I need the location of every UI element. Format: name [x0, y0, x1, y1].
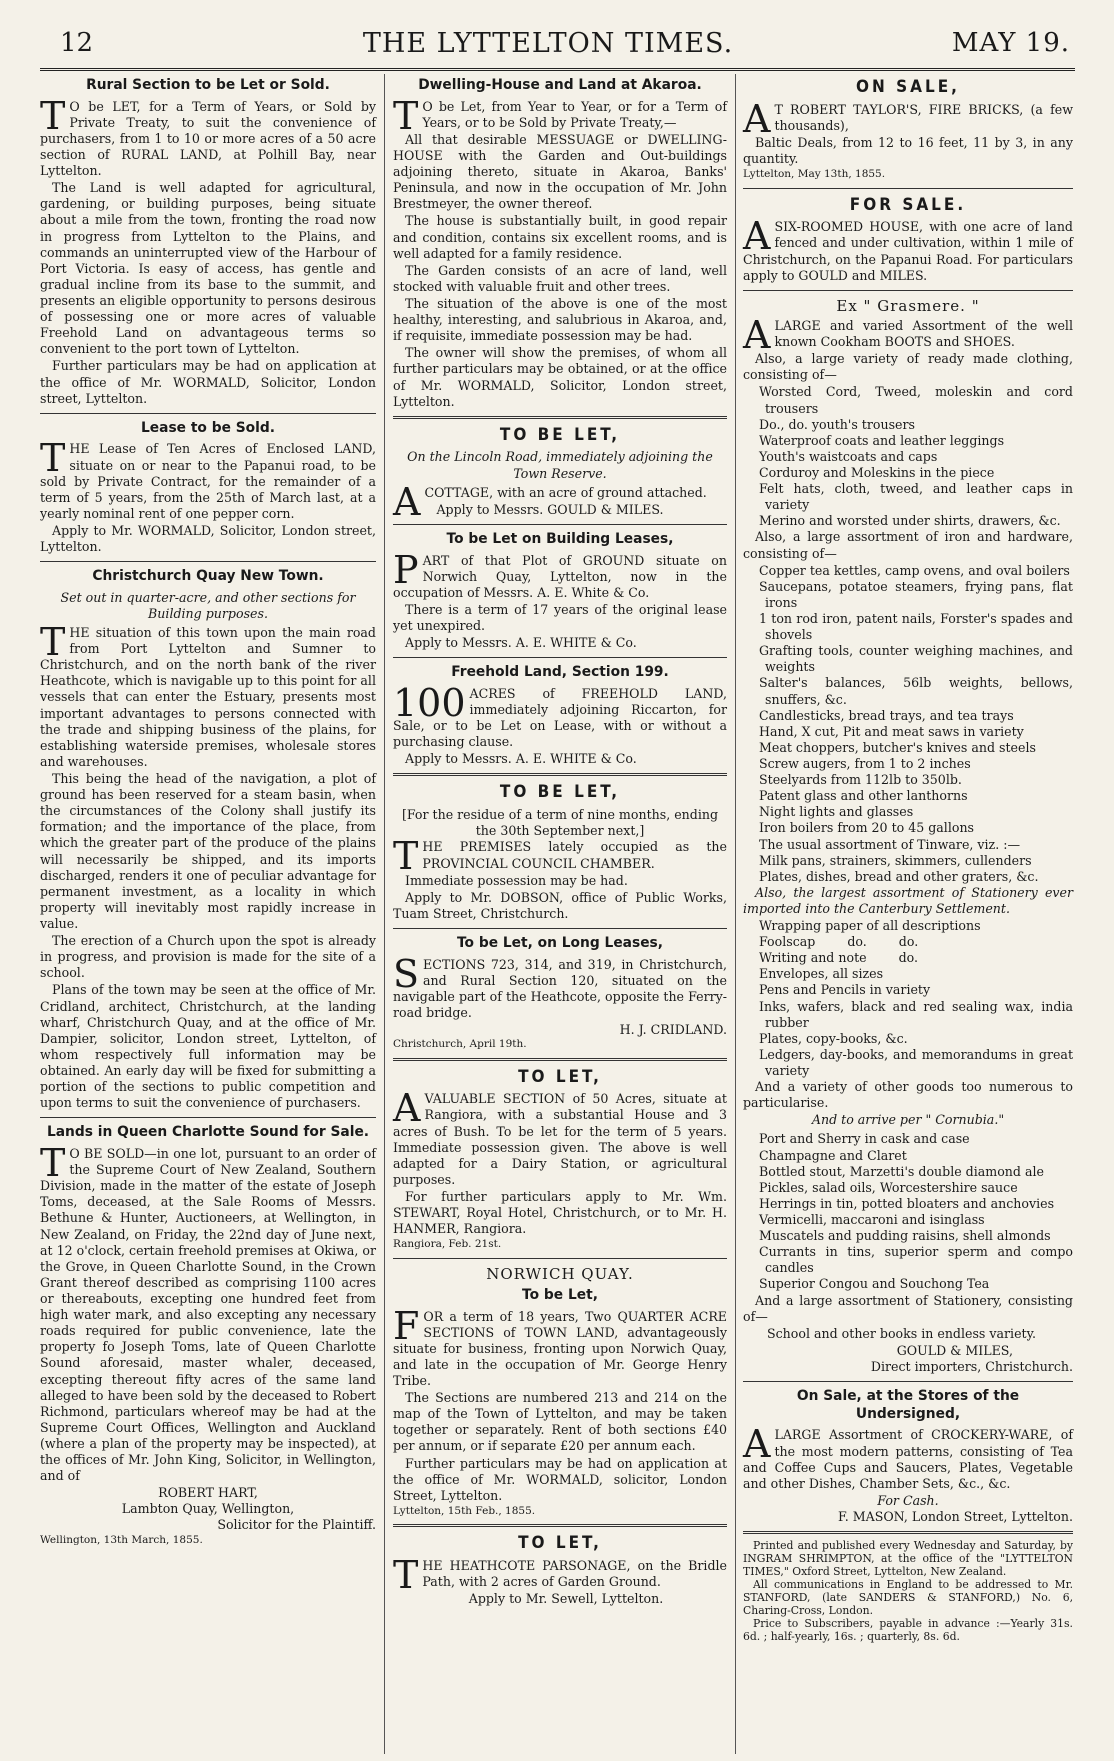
advert-text: Immediate possession may be had.: [405, 872, 628, 888]
list-item: Iron boilers from 20 to 45 gallons: [759, 820, 975, 836]
advert-text: O be Let, from Year to Year, or for a Term of Years, or to be Sold by Private Treaty,—: [422, 98, 727, 130]
divider: [743, 290, 1073, 291]
advert-text: Also, the largest assortment of Stationery ever imported into the Canterbury Settlement.: [743, 884, 1073, 916]
signature: Direct importers, Christchurch.: [870, 1359, 1073, 1374]
list-item: Plates, copy-books, &c.: [759, 1030, 908, 1046]
list-item: Muscatels and pudding raisins, shell almonds: [759, 1228, 1051, 1244]
advert-fire-bricks: [743, 77, 1073, 182]
imprint-text: Price to Subscribers, payable in advance :—Yearly 31s. 6d. ; half-yearly, 16s. ; quarterly, 8s. 6d.: [743, 1616, 1073, 1643]
list-item: Wrapping paper of all descriptions: [759, 918, 981, 934]
list-item: Ledgers, day-books, and memorandums in great variety: [759, 1046, 1073, 1079]
list-item: The usual assortment of Tinware, viz. :—: [759, 836, 1021, 852]
divider: [743, 188, 1073, 189]
advert-text: VALUABLE SECTION of 50 Acres, situate at Rangiora, with a substantial House and 3 acres of Bush. To be let for the term of 5 years. Immediate possession given. The above is well adapted for a Dairy Station, or agricultural purposes.: [393, 1091, 727, 1187]
drop-cap: S: [393, 951, 420, 996]
advert-building-leases: [393, 531, 727, 651]
drop-cap: A: [743, 1422, 771, 1467]
advert-long-leases: [393, 935, 727, 1052]
list-item: Superior Congou and Souchong Tea: [759, 1276, 990, 1292]
masthead-rule: [40, 68, 1075, 71]
divider: [393, 773, 727, 776]
advert-text: Plans of the town may be seen at the office of Mr. Cridland, architect, Christchurch, at the landing wharf, Christchurch Quay, and at the office of Mr. Dampier, solicitor, London street, Lyttelton, of whom respectively full information may be obtained. An early day will be fixed for submitting a portion of the sections to public competition and upon terms to suit the convenience of purchasers.: [40, 982, 376, 1111]
advert-text: And a large assortment of Stationery, consisting of—: [743, 1292, 1073, 1324]
advert-text: Baltic Deals, from 12 to 16 feet, 11 by 3, in any quantity.: [743, 134, 1073, 167]
advert-cottage: [393, 424, 727, 524]
drop-cap: T: [40, 436, 66, 481]
advert-text: The Garden consists of an acre of land, well stocked with valuable fruit and other trees.: [393, 262, 727, 294]
signature: F. MASON, London Street, Lyttelton.: [837, 1508, 1073, 1524]
divider: [40, 561, 376, 562]
divider: [393, 1058, 727, 1061]
signature: H. J. CRIDLAND.: [619, 1022, 727, 1038]
advert-heading: Dwelling-House and Land at Akaroa.: [418, 77, 702, 93]
advert-rural-section: [40, 77, 376, 407]
page-number: 12: [60, 28, 94, 58]
advert-text: SIX-ROOMED HOUSE, with one acre of land fenced and under cultivation, within 1 mile of Christchurch, on the Papanui Road. For particulars apply to GOULD and MILES.: [743, 219, 1073, 283]
list-item: Waterproof coats and leather leggings: [759, 432, 1005, 448]
column-1: [40, 74, 376, 1552]
divider: [40, 1117, 376, 1118]
list-item: Grafting tools, counter weighing machines, and weights: [759, 643, 1073, 675]
advert-grasmere: [743, 297, 1073, 1375]
advert-text: The owner will show the premises, of whom all further particulars may be obtained, or at the office of Mr. WORMALD, Solicitor, London street, Lyttelton.: [393, 345, 727, 409]
advert-note: For Cash.: [877, 1492, 939, 1508]
advert-text: The situation of the above is one of the most healthy, interesting, and salubrious in Akaroa, and, if requisite, immediate possession may be had.: [393, 295, 727, 344]
advert-council-chamber: [393, 782, 727, 922]
drop-cap: A: [743, 96, 771, 141]
signature: GOULD & MILES,: [896, 1342, 1013, 1358]
divider: [393, 524, 727, 525]
advert-text: LARGE and varied Assortment of the well known Cookham BOOTS and SHOES.: [774, 318, 1073, 350]
list-item: Copper tea kettles, camp ovens, and oval boilers: [759, 562, 1070, 578]
advert-date: Lyttelton, 15th Feb., 1855.: [393, 1504, 536, 1517]
list-item: Salter's balances, 56lb weights, bellows, snuffers, &c.: [759, 675, 1073, 707]
advert-text: Apply to Messrs. A. E. WHITE & Co.: [405, 635, 637, 651]
advert-heading: ON SALE,: [856, 77, 960, 97]
list-item: Candlesticks, bread trays, and tea trays: [759, 707, 1014, 723]
list-item: Currants in tins, superior sperm and compo candles: [759, 1244, 1073, 1276]
list-item: Milk pans, strainers, skimmers, cullenders: [759, 852, 1032, 868]
advert-text: Also, a large variety of ready made clothing, consisting of—: [743, 351, 1073, 383]
advert-heading: Christchurch Quay New Town.: [92, 568, 324, 585]
column-3: [743, 74, 1073, 1644]
advert-heading: To be Let, on Long Leases,: [456, 934, 664, 951]
advert-heading: On Sale, at the Stores of the Undersigned,: [796, 1388, 1020, 1422]
divider: [393, 1258, 727, 1259]
list-item: Bottled stout, Marzetti's double diamond ale: [759, 1163, 1044, 1179]
advert-norwich-quay: [393, 1265, 727, 1519]
list-item: Pens and Pencils in variety: [759, 982, 931, 998]
list-item: Inks, wafers, black and red sealing wax, india rubber: [759, 998, 1073, 1030]
advert-date: Wellington, 13th March, 1855.: [40, 1533, 203, 1546]
list-item: 1 ton rod iron, patent nails, Forster's spades and shovels: [759, 610, 1073, 643]
signature: Lambton Quay, Wellington,: [121, 1501, 295, 1517]
advert-text: ART of that Plot of GROUND situate on Norwich Quay, Lyttelton, now in the occupation of Messrs. A. E. White & Co.: [393, 552, 727, 600]
advert-lease: [40, 420, 376, 555]
advert-text: O BE SOLD—in one lot, pursuant to an order of the Supreme Court of New Zealand, Southern Division, made in the matter of the estate of Joseph Toms, deceased, at the Sale Rooms of Messrs. Bethune & Hunter, Auctioneers, at Wellington, in New Zealand, on Friday, the 22nd day of June next, at 12 o'clock, certain freehold premises at Okiwa, or the Grove, in Queen Charlotte Sound, in the Crown Grant thereof described as comprising 1100 acres or thereabouts, excepting one hundred feet from high water mark, and also excepting any necessary roads required for public convenience, late the property fo Joseph Toms, late of Queen Charlotte Sound aforesaid, master whaler, deceased, excepting thereout fifty acres of the same land alleged to have been sold by the deceased to Robert Richmond, particulars whereof may be had at the Supreme Court Offices, Wellington and Auckland (where a plan of the property may be inspected), at the offices of Mr. John King, Solicitor, in Wellington, and of: [40, 1145, 376, 1484]
advert-heading: Rural Section to be Let or Sold.: [86, 77, 330, 93]
issue-date: MAY 19.: [951, 28, 1070, 58]
list-item: Worsted Cord, Tweed, moleskin and cord trousers: [759, 384, 1073, 416]
drop-cap: T: [40, 1140, 66, 1185]
drop-cap: T: [393, 93, 419, 138]
advert-text: The Land is well adapted for agricultural, gardening, or building purposes, being situate about a mile from the town, fronting the road now in progress from Lyttelton to the Plains, and commands an uninterrupted view of the Harbour of Port Victoria. Is easy of access, has gentle and gradual incline from its base to the summit, and presents an eligible opportunity to persons desirous of possessing one or more acres of valuable Freehold Land on advantageous terms so convenient to the port town of Lyttelton.: [40, 180, 376, 357]
advert-text: Apply to Mr. DOBSON, office of Public Works, Tuam Street, Christchurch.: [393, 889, 727, 921]
list-item: Port and Sherry in cask and case: [759, 1131, 970, 1147]
hardware-list: [743, 563, 1073, 885]
list-item: Plates, dishes, bread and other graters, &c.: [759, 868, 1039, 884]
advert-christchurch-quay: [40, 568, 376, 1111]
drop-cap: T: [393, 1553, 419, 1598]
drop-cap: A: [393, 1086, 421, 1131]
list-item: Youth's waistcoats and caps: [759, 448, 938, 464]
list-item: Foolscap do. do.: [759, 934, 919, 950]
advert-date: Christchurch, April 19th.: [393, 1038, 527, 1051]
advert-heading: Freehold Land, Section 199.: [451, 664, 669, 681]
advert-text: LARGE Assortment of CROCKERY-WARE, of the most modern patterns, consisting of Tea and Coffee Cups and Saucers, Plates, Vegetable and other Dishes, Chamber Sets, &c., &c.: [743, 1427, 1073, 1491]
drop-cap: A: [393, 479, 421, 524]
advert-text: OR a term of 18 years, Two QUARTER ACRE SECTIONS of TOWN LAND, advantageously situate for business, fronting upon Norwich Quay, and late in the occupation of Mr. George Henry Tribe.: [393, 1308, 727, 1389]
divider: [743, 1531, 1073, 1534]
signature: ROBERT HART,: [158, 1485, 258, 1501]
advert-heading: To be Let on Building Leases,: [446, 530, 674, 547]
advert-heading: TO LET,: [518, 1066, 602, 1087]
advert-text: This being the head of the navigation, a plot of ground has been reserved for a steam basin, when the circumstances of the Colony shall justify its formation; and the importance of the place, from which the greater part of the produce of the plains will necessarily be shipped, and its imports discharged, renders it one of peculiar advantage for permanent investment, as a locality in which property will inevitably most rapidly increase in value.: [40, 771, 376, 931]
advert-rangiora: [393, 1067, 727, 1252]
list-item: Vermicelli, maccaroni and isinglass: [759, 1212, 985, 1228]
advert-subheading: [For the residue of a term of nine months, ending the 30th September next,]: [401, 807, 719, 839]
advert-heading: Ex " Grasmere. ": [836, 296, 980, 315]
advert-text: And a variety of other goods too numerous to particularise.: [743, 1079, 1073, 1111]
advert-text: The Sections are numbered 213 and 214 on the map of the Town of Lyttelton, and may be taken together or separately. Rent of both sections £40 per annum, or if separate £20 per annum each.: [393, 1390, 727, 1454]
divider: [393, 657, 727, 658]
list-item: Steelyards from 112lb to 350lb.: [759, 772, 962, 788]
list-item: Night lights and glasses: [759, 804, 914, 820]
advert-akaroa: [393, 77, 727, 410]
column-divider: [735, 74, 736, 1754]
advert-heading: TO LET,: [518, 1533, 602, 1554]
stationery-list: [743, 918, 1073, 1079]
advert-text: Apply to Mr. WORMALD, Solicitor, London street, Lyttelton.: [40, 522, 376, 555]
advert-text: Apply to Messrs. A. E. WHITE & Co.: [405, 751, 637, 767]
clothing-list: [743, 384, 1073, 529]
list-item: Herrings in tin, potted bloaters and anchovies: [759, 1195, 1055, 1211]
advert-text: There is a term of 17 years of the original lease yet unexpired.: [393, 601, 727, 634]
provisions-list: [743, 1131, 1073, 1292]
list-item: Champagne and Claret: [759, 1147, 907, 1163]
advert-text: ECTIONS 723, 314, and 319, in Christchurch, and Rural Section 120, situated on the navigable part of the Heathcote, opposite the Ferry-road bridge.: [393, 956, 727, 1020]
advert-text: HE Lease of Ten Acres of Enclosed LAND, situate on or near to the Papanui road, to be sold by Private Contract, for the remainder of a term of 5 years, from the 25th of March last, at a yearly nominal rent of one pepper corn.: [40, 441, 376, 521]
advert-heading: NORWICH QUAY.: [486, 1264, 634, 1283]
drop-cap: T: [40, 93, 66, 138]
divider: [40, 413, 376, 414]
list-item: Meat choppers, butcher's knives and steels: [759, 739, 1036, 755]
newspaper-title: THE LYTTELTON TIMES.: [362, 28, 734, 59]
drop-cap: P: [393, 547, 419, 592]
advert-date: Lyttelton, May 13th, 1855.: [743, 168, 886, 181]
advert-subheading: Set out in quarter-acre, and other sections for Building purposes.: [60, 589, 356, 621]
advert-text: For further particulars apply to Mr. Wm. STEWART, Royal Hotel, Christchurch, or to Mr. H. HANMER, Rangiora.: [393, 1189, 727, 1237]
advert-text: ACRES of FREEHOLD LAND, immediately adjoining Riccarton, for Sale, or to be Let on Lease, with or without a purchasing clause.: [393, 685, 727, 750]
advert-text: O be LET, for a Term of Years, or Sold by Private Treaty, to suit the convenience of purchasers, from 1 to 10 or more acres of a 50 acre section of RURAL LAND, at Polhill Bay, near Lyttelton.: [40, 98, 376, 179]
list-item: Writing and note do.: [759, 950, 919, 966]
advert-heading: FOR SALE.: [849, 194, 967, 215]
list-item: Hand, X cut, Pit and meat saws in variety: [759, 723, 1024, 739]
list-item: Felt hats, cloth, tweed, and leather caps in variety: [759, 481, 1073, 513]
advert-text: Apply to Mr. Sewell, Lyttelton.: [468, 1591, 664, 1607]
divider: [743, 1381, 1073, 1382]
advert-text: HE situation of this town upon the main road from Port Lyttelton and Sumner to Christchurch, and on the north bank of the river Heathcote, which is navigable up to this point for all vessels that can enter the Estuary, presents most important advantages to persons connected with the trade and shipping business of the plains, for establishing waterside premises, wholesale stores and warehouses.: [40, 625, 376, 769]
advert-crockery: [743, 1388, 1073, 1525]
advert-subheading: And to arrive per " Cornubia.": [811, 1112, 1005, 1128]
drop-cap: 100: [393, 680, 466, 725]
advert-heading: Lands in Queen Charlotte Sound for Sale.: [46, 1124, 370, 1141]
advert-date: Rangiora, Feb. 21st.: [393, 1238, 502, 1251]
advert-text: Further particulars may be had on application at the office of Mr. WORMALD, Solicitor, London street, Lyttelton.: [40, 358, 376, 406]
advert-text: Further particulars may be had on application at the office of Mr. WORMALD, solicitor, London Street, Lyttelton.: [393, 1455, 727, 1503]
advert-text: School and other books in endless variety.: [767, 1325, 1037, 1341]
column-divider: [384, 74, 385, 1754]
advert-subheading: On the Lincoln Road, immediately adjoining the Town Reserve.: [407, 449, 713, 481]
advert-text: The house is substantially built, in good repair and condition, contains six excellent rooms, and is well adapted for a family residence.: [393, 213, 727, 261]
masthead: [18, 26, 1078, 66]
advert-parsonage: [393, 1533, 727, 1607]
column-2: [393, 74, 727, 1612]
advert-text: HE HEATHCOTE PARSONAGE, on the Bridle Path, with 2 acres of Garden Ground.: [422, 1558, 727, 1590]
advert-subheading: To be Let,: [522, 1286, 598, 1303]
signature: Solicitor for the Plaintiff.: [217, 1517, 376, 1533]
divider: [393, 416, 727, 419]
list-item: Do., do. youth's trousers: [759, 416, 915, 432]
advert-text: Also, a large assortment of iron and hardware, consisting of—: [743, 529, 1073, 561]
list-item: Pickles, salad oils, Worcestershire sauce: [759, 1179, 1018, 1195]
divider: [393, 928, 727, 929]
advert-text: HE PREMISES lately occupied as the PROVINCIAL COUNCIL CHAMBER.: [422, 839, 727, 871]
advert-text: COTTAGE, with an acre of ground attached.: [424, 484, 707, 500]
advert-text: The erection of a Church upon the spot is already in progress, and provision is made for the site of a school.: [40, 933, 376, 981]
advert-heading: TO BE LET,: [499, 424, 621, 445]
list-item: Patent glass and other lanthorns: [759, 788, 968, 804]
list-item: Saucepans, potatoe steamers, frying pans, flat irons: [759, 578, 1073, 610]
advert-text: Apply to Messrs. GOULD & MILES.: [436, 501, 664, 517]
list-item: Envelopes, all sizes: [759, 966, 884, 982]
imprint: [743, 1540, 1073, 1644]
drop-cap: A: [743, 313, 771, 357]
list-item: Merino and worsted under shirts, drawers, &c.: [759, 513, 1061, 529]
divider: [393, 1524, 727, 1527]
advert-text: T ROBERT TAYLOR'S, FIRE BRICKS, (a few thousands),: [774, 101, 1073, 133]
advert-queen-charlotte: [40, 1124, 376, 1547]
advert-six-roomed-house: [743, 195, 1073, 284]
drop-cap: F: [393, 1303, 420, 1348]
list-item: Screw augers, from 1 to 2 inches: [759, 755, 971, 771]
advert-text: All that desirable MESSUAGE or DWELLING-HOUSE with the Garden and Out-buildings adjoining thereto, situate in Akaroa, Banks' Peninsula, and now in the occupation of Mr. John Brestmeyer, the owner thereof.: [393, 131, 727, 212]
drop-cap: A: [743, 214, 771, 259]
advert-heading: Lease to be Sold.: [140, 419, 275, 436]
list-item: Corduroy and Moleskins in the piece: [759, 464, 995, 480]
drop-cap: T: [393, 834, 419, 879]
advert-heading: TO BE LET,: [499, 782, 621, 803]
drop-cap: T: [40, 620, 66, 665]
imprint-text: All communications in England to be addressed to Mr. STANFORD, (late SANDERS & STANFORD,) No. 6, Charing-Cross, London.: [743, 1577, 1073, 1617]
imprint-text: Printed and published every Wednesday and Saturday, by INGRAM SHRIMPTON, at the office of the "LYTTELTON TIMES," Oxford Street, Lyttelton, New Zealand.: [743, 1539, 1073, 1578]
advert-freehold: [393, 664, 727, 767]
